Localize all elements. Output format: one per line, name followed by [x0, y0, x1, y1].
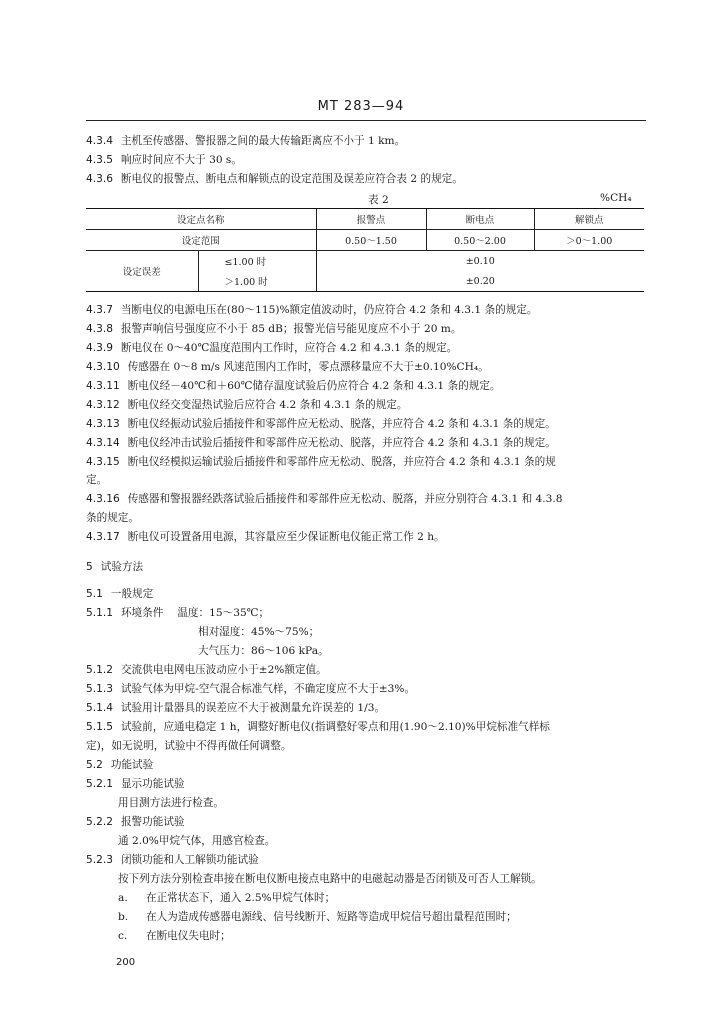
env-temperature: 温度：15～35℃；	[177, 607, 270, 619]
page-number: 200	[116, 957, 136, 968]
clause-4-3-11	[86, 379, 656, 394]
env-humidity: 相对湿度：45%～75%；	[198, 626, 320, 638]
table-header-cell: 设定点名称	[86, 209, 316, 230]
table-header-cell: 报警点	[316, 209, 426, 230]
clause-text: 定)，如无说明，试验中不得再做任何调整。	[86, 740, 292, 752]
clause-number: 5.2.3	[86, 854, 113, 866]
clause-text: 闭锁功能和人工解锁功能试验	[120, 854, 259, 866]
table-caption: 表 2	[368, 194, 389, 206]
clause-number: 4.3.8	[86, 323, 113, 335]
list-item-text: 在人为造成传感器电源线、信号线断开、短路等造成甲烷信号超出量程范围时；	[146, 911, 517, 923]
clause-5-2-3	[86, 853, 656, 868]
clause-text: 功能试验	[110, 759, 154, 771]
list-item-label: a.	[118, 892, 128, 904]
clause-number: 5.1.2	[86, 664, 113, 676]
clause-5-2-2	[86, 815, 656, 830]
clause-4-3-12	[86, 398, 656, 413]
header-rule	[86, 120, 646, 121]
clause-text: 当断电仪的电源电压在(80～115)%额定值波动时，仍应符合 4.2 条和 4.3.1 条的规定。	[120, 304, 538, 316]
clause-number: 4.3.4	[86, 135, 113, 147]
clause-4-3-14	[86, 436, 656, 451]
clause-text: 传感器和警报器经跌落试验后插接件和零部件应无松动、脱落，并应分别符合 4.3.1 和 4.3.8	[127, 493, 563, 505]
section-number: 5	[86, 561, 93, 573]
table-cell: ±0.10	[316, 251, 644, 272]
clause-4-3-9	[86, 341, 656, 356]
list-item	[86, 929, 688, 944]
list-item-text: 在断电仪失电时；	[146, 930, 231, 942]
clause-4-3-15-cont	[86, 473, 656, 488]
clause-4-3-17	[86, 530, 656, 545]
list-item-label: b.	[118, 911, 129, 923]
clause-4-3-16	[86, 492, 656, 507]
clause-number: 5.2	[86, 759, 103, 771]
clause-5-2-1-body: 用目测方法进行检查。	[118, 797, 224, 809]
clause-4-3-5	[86, 153, 656, 168]
clause-text: 试验气体为甲烷-空气混合标准气样，不确定度应不大于±3%。	[120, 683, 416, 695]
clause-text: 断电仪的报警点、断电点和解锁点的设定范围及误差应符合表 2 的规定。	[120, 173, 463, 185]
clause-text: 主机至传感器、警报器之间的最大传输距离应不小于 1 km。	[120, 135, 406, 147]
clause-number: 5.1.1	[86, 607, 113, 619]
clause-text: 断电仪经－40℃和＋60℃储存温度试验后仍应符合 4.2 条和 4.3.1 条的规定。	[127, 380, 501, 392]
list-item-text: 在正常状态下，通入 2.5%甲烷气体时；	[146, 892, 336, 904]
clause-4-3-13	[86, 417, 656, 432]
clause-number: 4.3.11	[86, 380, 120, 392]
clause-4-3-8	[86, 322, 656, 337]
clause-text: 断电仪经冲击试验后插接件和零部件应无松动、脱落，并应符合 4.2 条和 4.3.1 条的规定。	[127, 437, 556, 449]
clause-number: 4.3.12	[86, 399, 120, 411]
clause-number: 5.1.5	[86, 721, 113, 733]
clause-text: 传感器在 0～8 m/s 风速范围内工作时，零点漂移量应不大于±0.10%CH₄。	[127, 361, 489, 373]
clause-number: 4.3.17	[86, 531, 120, 543]
clause-text: 报警功能试验	[120, 816, 185, 828]
clause-5-1-5-cont	[86, 739, 656, 754]
clause-text: 断电仪在 0～40℃温度范围内工作时，应符合 4.2 和 4.3.1 条的规定。	[120, 342, 458, 354]
clause-4-3-15	[86, 455, 656, 470]
section-5-heading	[86, 560, 656, 575]
section-title: 试验方法	[100, 561, 144, 573]
table-cell: ≤1.00 时	[198, 251, 316, 272]
table-header-cell: 解锁点	[534, 209, 644, 230]
clause-text: 响应时间应不大于 30 s。	[120, 154, 242, 166]
clause-text: 一般规定	[110, 588, 154, 600]
table-header-row	[86, 209, 644, 230]
list-item-label: c.	[118, 930, 128, 942]
clause-text: 断电仪可设置备用电源，其容量应至少保证断电仪能正常工作 2 h。	[127, 531, 445, 543]
env-pressure: 大气压力：86～106 kPa。	[198, 645, 329, 657]
table-header-cell: 断电点	[426, 209, 534, 230]
clause-4-3-4	[86, 134, 656, 149]
clause-5-1-2	[86, 663, 656, 678]
header-title: MT 283—94	[317, 99, 405, 114]
setpoint-table	[86, 208, 644, 292]
clause-5-2-2-body: 通 2.0%甲烷气体，用感官检查。	[118, 835, 276, 847]
clause-text: 显示功能试验	[120, 778, 185, 790]
clause-text: 试验前，应通电稳定 1 h，调整好断电仪(指调整好零点和用(1.90～2.10)%甲烷标准气样标	[120, 721, 550, 733]
table-row	[86, 230, 644, 251]
clause-text: 断电仪经振动试验后插接件和零部件应无松动、脱落，并应符合 4.2 条和 4.3.1 条的规定。	[127, 418, 556, 430]
clause-number: 4.3.15	[86, 456, 120, 468]
clause-number: 5.2.2	[86, 816, 113, 828]
clause-number: 5.1	[86, 588, 103, 600]
clause-number: 4.3.6	[86, 173, 113, 185]
table-cell: 设定误差	[86, 251, 198, 292]
clause-number: 5.1.4	[86, 702, 113, 714]
clause-number: 4.3.5	[86, 154, 113, 166]
clause-4-3-6	[86, 172, 656, 187]
table-cell: 0.50～2.00	[426, 230, 534, 251]
clause-text: 交流供电电网电压波动应小于±2%额定值。	[120, 664, 327, 676]
list-item	[86, 891, 688, 906]
clause-5-1-5	[86, 720, 656, 735]
table-cell: ±0.20	[316, 271, 644, 292]
clause-text: 断电仪经交变湿热试验后应符合 4.2 条和 4.3.1 条的规定。	[127, 399, 408, 411]
table-cell: 设定范围	[86, 230, 316, 251]
table-cell: ＞1.00 时	[198, 271, 316, 292]
table-cell: ＞0～1.00	[534, 230, 644, 251]
clause-text: 条的规定。	[86, 512, 139, 524]
clause-5-1	[86, 587, 656, 602]
clause-text: 试验用计量器具的误差应不大于被测量允许误差的 1/3。	[120, 702, 386, 714]
clause-label: 环境条件	[120, 607, 164, 619]
clause-number: 5.1.3	[86, 683, 113, 695]
table-unit: %CH₄	[600, 192, 632, 204]
clause-5-1-3	[86, 682, 656, 697]
clause-5-1-1	[86, 606, 656, 621]
clause-number: 4.3.7	[86, 304, 113, 316]
clause-number: 4.3.14	[86, 437, 120, 449]
clause-number: 5.2.1	[86, 778, 113, 790]
clause-4-3-10	[86, 360, 656, 375]
clause-5-2-3-body: 按下列方法分别检查串接在断电仪断电接点电路中的电磁起动器是否闭锁及可否人工解锁。	[118, 873, 542, 885]
clause-number: 4.3.13	[86, 418, 120, 430]
table-row	[86, 251, 644, 272]
clause-5-2	[86, 758, 656, 773]
clause-text: 定。	[86, 474, 108, 486]
clause-number: 4.3.9	[86, 342, 113, 354]
clause-number: 4.3.16	[86, 493, 120, 505]
clause-5-1-4	[86, 701, 656, 716]
list-item	[86, 910, 688, 925]
clause-text: 报警声响信号强度应不小于 85 dB；报警光信号能见度应不小于 20 m。	[120, 323, 462, 335]
clause-4-3-16-cont	[86, 511, 656, 526]
clause-number: 4.3.10	[86, 361, 120, 373]
clause-5-2-1	[86, 777, 656, 792]
table-cell: 0.50～1.50	[316, 230, 426, 251]
clause-4-3-7	[86, 303, 656, 318]
clause-text: 断电仪经模拟运输试验后插接件和零部件应无松动、脱落，并应符合 4.2 条和 4.3.1 条的规	[127, 456, 556, 468]
